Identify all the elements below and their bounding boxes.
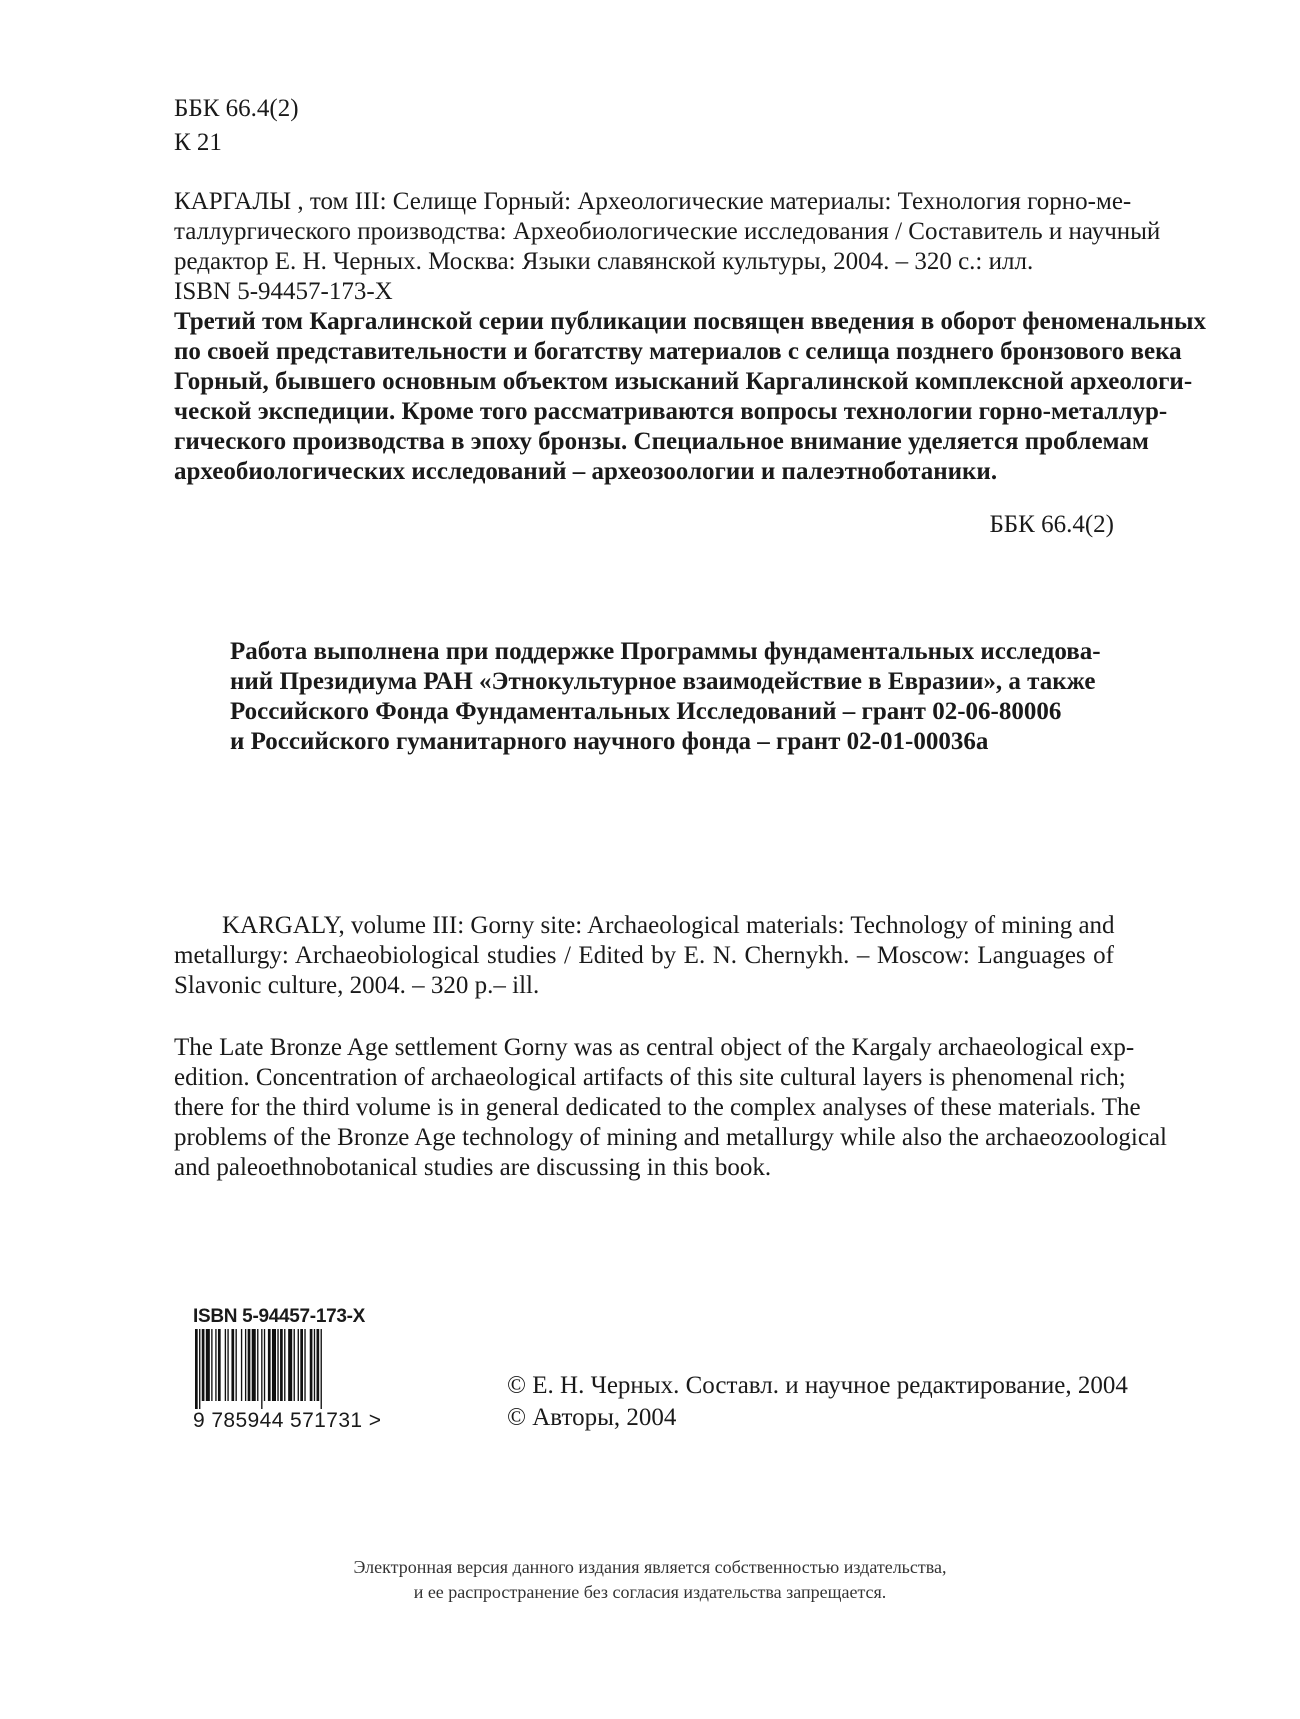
abstract-ru xyxy=(174,307,1206,487)
support-note-line: Работа выполнена при поддержке Программы фундаментальных исследова- xyxy=(230,638,1101,665)
barcode-bar xyxy=(284,1329,285,1401)
copyright xyxy=(507,1370,1128,1434)
barcode-bar xyxy=(310,1329,313,1401)
barcode-bar xyxy=(298,1329,299,1401)
abstract-ru-line: ческой экспедиции. Кроме того рассматриваются вопросы технологии горно-металлур- xyxy=(174,398,1168,425)
bibliography-ru xyxy=(174,187,1161,307)
barcode-bar xyxy=(314,1329,315,1401)
barcode-bar xyxy=(241,1329,242,1401)
author-sign: К 21 xyxy=(174,129,222,156)
barcode-bar xyxy=(264,1329,265,1401)
abstract-en xyxy=(174,1033,1168,1183)
bibliography-ru-line: КАРГАЛЫ , том III: Селище Горный: Археологические материалы: Технология горно-ме- xyxy=(174,188,1132,215)
bbk-index-right: ББК 66.4(2) xyxy=(989,511,1114,538)
support-note-line: Российского Фонда Фундаментальных Исследований – грант 02-06-80006 xyxy=(230,698,1062,725)
abstract-en-line: The Late Bronze Age settlement Gorny was as central object of the Kargaly archaeological exp- xyxy=(174,1034,1135,1061)
footer-notice xyxy=(0,1555,1300,1605)
barcode-bar xyxy=(294,1329,295,1401)
barcode-bar xyxy=(206,1329,210,1401)
barcode-bar xyxy=(300,1329,303,1401)
support-note xyxy=(230,637,1101,757)
barcode-bar xyxy=(268,1329,271,1401)
barcode-bar xyxy=(317,1329,320,1401)
barcode-bar xyxy=(225,1329,226,1401)
barcode-bar xyxy=(245,1329,246,1401)
barcode-bar xyxy=(248,1329,251,1401)
barcode-isbn-label: ISBN 5-94457-173-X xyxy=(193,1306,366,1327)
barcode-bar xyxy=(236,1329,237,1401)
barcode-bar xyxy=(261,1329,262,1409)
barcode-bar xyxy=(195,1329,198,1409)
copyright-line: © Е. Н. Черных. Составл. и научное редактирование, 2004 xyxy=(507,1372,1128,1399)
barcode-icon xyxy=(193,1329,371,1409)
barcode-bar xyxy=(280,1329,283,1401)
barcode-bar xyxy=(215,1329,216,1401)
bibliography-en-line: KARGALY, volume III: Gorny site: Archaeological materials: Technology of mining and xyxy=(222,912,1115,939)
bibliography-en-line: Slavonic culture, 2004. – 320 p.– ill. xyxy=(174,972,540,999)
barcode-bar xyxy=(202,1329,205,1401)
abstract-ru-line: по своей представительности и богатству материалов с селища позднего бронзового века xyxy=(174,338,1182,365)
abstract-ru-line: гического производства в эпоху бронзы. Специальное внимание уделяется проблемам xyxy=(174,428,1149,455)
barcode-bar xyxy=(199,1329,200,1409)
bbk-header xyxy=(174,92,299,160)
isbn-barcode xyxy=(193,1306,382,1432)
footer-line: Электронная версия данного издания является собственностью издательства, xyxy=(353,1557,947,1577)
abstract-en-line: problems of the Bronze Age technology of mining and metallurgy while also the archaeozoological xyxy=(174,1124,1168,1151)
bibliography-ru-line: таллургического производства: Археобиологические исследования / Составитель и научный xyxy=(174,218,1161,245)
abstract-en-line: and paleoethnobotanical studies are discussing in this book. xyxy=(174,1154,772,1181)
bibliography-en-line: metallurgy: Archaeobiological studies / Edited by E. N. Chernykh. – Moscow: Languages of xyxy=(174,942,1114,969)
barcode-bar xyxy=(218,1329,221,1401)
barcode-bar xyxy=(272,1329,276,1401)
barcode-bar xyxy=(304,1329,305,1401)
abstract-ru-line: Горный, бывшего основным объектом изысканий Каргалинской комплексной археологи- xyxy=(174,368,1193,395)
bibliography-ru-line: редактор Е. Н. Черных. Москва: Языки славянской культуры, 2004. – 320 с.: илл. xyxy=(174,248,1034,275)
barcode-bar xyxy=(211,1329,212,1401)
copyright-line: © Авторы, 2004 xyxy=(507,1404,677,1431)
barcode-bar xyxy=(227,1329,228,1401)
footer-line: и ее распространение без согласия издательства запрещается. xyxy=(413,1582,887,1602)
support-note-line: ний Президиума РАН «Этнокультурное взаимодействие в Евразии», а также xyxy=(230,668,1096,695)
barcode-digits: 9 785944 571731 > xyxy=(193,1409,382,1432)
abstract-en-line: there for the third volume is in general dedicated to the complex analyses of these materials. The xyxy=(174,1094,1141,1121)
abstract-en-line: edition. Concentration of archaeological artifacts of this site cultural layers is phenomenal rich; xyxy=(174,1064,1126,1091)
barcode-bar xyxy=(277,1329,278,1401)
barcode-bar xyxy=(231,1329,234,1401)
barcode-bar xyxy=(257,1329,258,1401)
support-note-line: и Российского гуманитарного научного фонда – грант 02-01-00036а xyxy=(230,728,989,755)
abstract-ru-line: археобиологических исследований – археозоологии и палеэтноботаники. xyxy=(174,458,998,485)
barcode-bar xyxy=(288,1329,292,1401)
bbk-index: ББК 66.4(2) xyxy=(174,95,299,122)
barcode-bar xyxy=(252,1329,256,1401)
isbn-line: ISBN 5-94457-173-X xyxy=(174,278,393,305)
barcode-bar xyxy=(321,1329,322,1409)
bibliography-en xyxy=(174,911,1114,1001)
abstract-ru-line: Третий том Каргалинской серии публикации посвящен введения в оборот феноменальных xyxy=(174,308,1206,335)
